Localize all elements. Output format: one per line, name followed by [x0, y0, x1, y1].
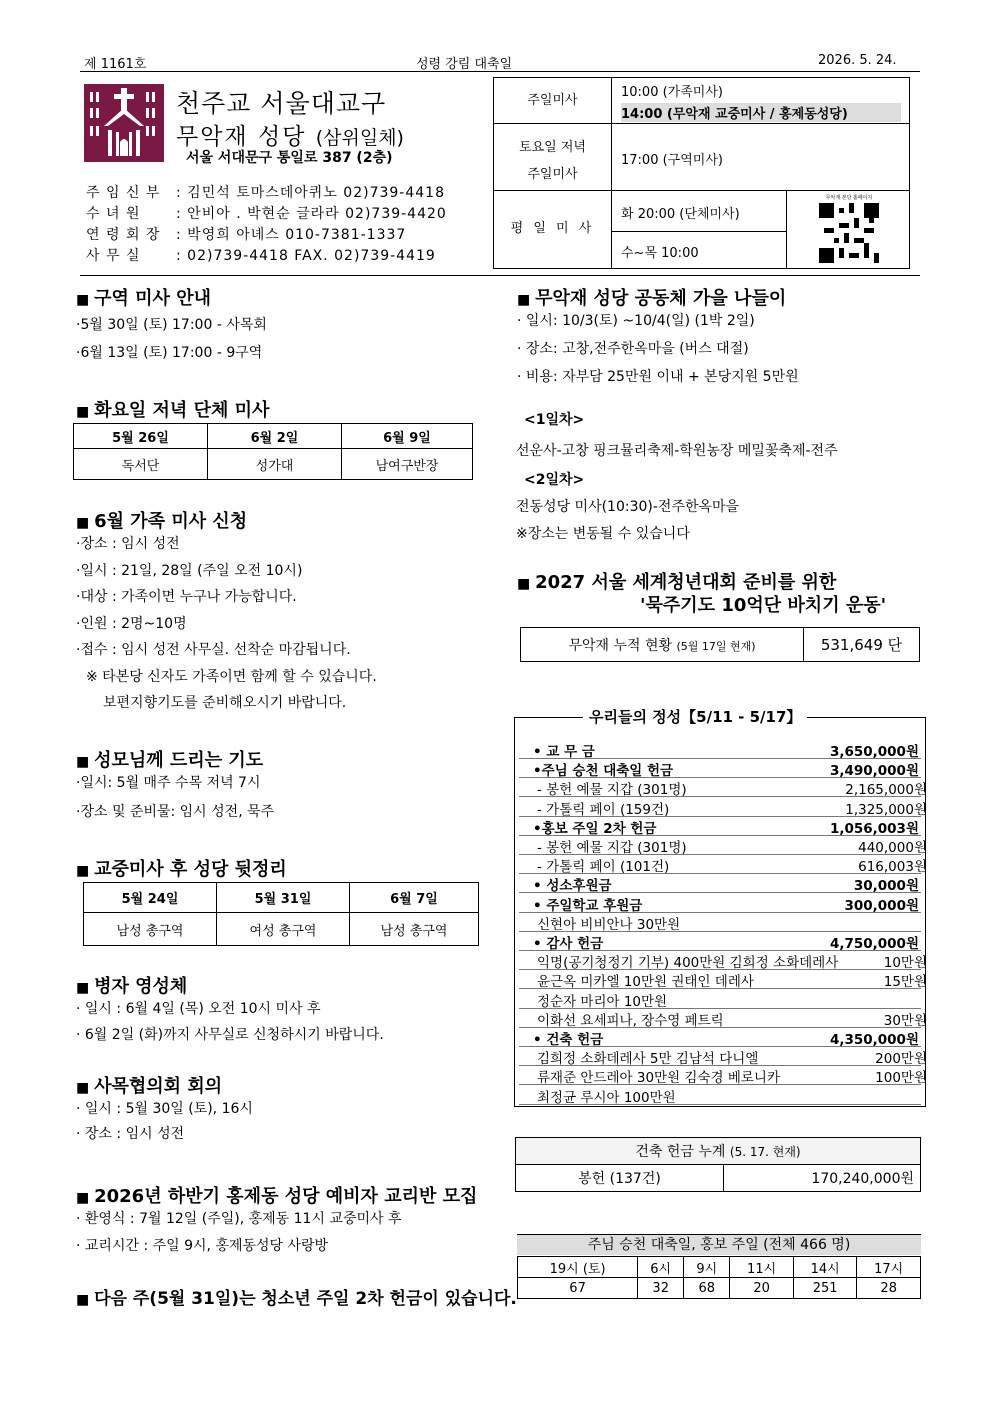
offering-line-amount: 3,650,000원: [829, 744, 919, 760]
offering-line: [537, 798, 933, 818]
offering-line-label: 정순자 마리아 10만원: [537, 993, 668, 1010]
attendance-count: 67: [518, 1278, 638, 1299]
weekday-mass-time-2: 수~목 10:00: [621, 246, 699, 261]
family-mass-item: ·일시 : 21일, 28일 (주일 오전 10시): [76, 563, 303, 579]
weekday-mass-time-1: 화 20:00 (단체미사): [621, 207, 740, 222]
building-fund-label: 봉헌 (137건): [516, 1165, 724, 1192]
offering-line-label: •주님 승천 대축일 헌금: [533, 763, 674, 780]
attendance-count: 68: [684, 1278, 730, 1299]
family-mass-note: 보편지향기도를 준비해오시기 바랍니다.: [103, 695, 347, 711]
offering-line: [537, 1009, 933, 1029]
offering-line-amount: 30만원: [883, 1012, 927, 1029]
outing-day1-label: <1일차>: [524, 412, 585, 428]
offering-line: [533, 759, 929, 779]
offering-line: [537, 970, 933, 990]
family-mass-title: ■ 6월 가족 미사 신청: [76, 507, 247, 533]
saturday-mass-label: 토요일 저녁 주일미사: [494, 124, 612, 191]
offering-line-label: - 봉헌 예물 지갑 (301명): [537, 782, 687, 799]
attendance-time: 17시: [857, 1257, 921, 1278]
outing-item: · 비용: 자부담 25만원 이내 + 본당지원 5만원: [517, 369, 799, 385]
attendance-count: 28: [857, 1278, 921, 1299]
offering-line: [537, 1047, 933, 1067]
offering-line: [533, 817, 929, 837]
council-title: ■ 사목협의회 회의: [76, 1072, 222, 1098]
offering-line: [537, 855, 933, 875]
offering-line-label: - 가톨릭 페이 (159건): [537, 801, 670, 818]
catechumen-item: · 환영식 : 7월 12일 (주일), 홍제동 11시 교중미사 후: [76, 1211, 402, 1227]
offering-line-amount: 4,750,000원: [829, 936, 919, 952]
offering-line: [537, 778, 933, 798]
offering-line: [533, 894, 929, 914]
family-mass-item: ·대상 : 가족이면 누구나 가능합니다.: [76, 589, 297, 605]
offering-line-label: 신현아 비비안나 30만원: [537, 916, 681, 933]
district-mass-title: ■ 구역 미사 안내: [76, 284, 211, 310]
offering-line-amount: 15만원: [883, 974, 927, 991]
council-item: · 장소 : 임시 성전: [76, 1126, 185, 1142]
building-fund-value: 170,240,000원: [724, 1165, 921, 1192]
table-header: 6월 7일: [350, 883, 479, 913]
staff-row: 연 령 회 장 : 박영희 아녜스 010-7381-1337: [86, 227, 407, 243]
offering-line: [537, 913, 933, 933]
outing-title: ■ 무악재 성당 공동체 가을 나들이: [517, 284, 786, 310]
attendance-time: 9시: [684, 1257, 730, 1278]
next-week-notice: ■ 다음 주(5월 31일)는 청소년 주일 2차 헌금이 있습니다.: [76, 1284, 517, 1309]
qr-code-icon[interactable]: [819, 203, 879, 263]
table-cell: 남성 총구역: [84, 913, 217, 946]
catechumen-title: ■ 2026년 하반기 홍제동 성당 예비자 교리반 모집: [76, 1182, 477, 1208]
attendance-time: 19시 (토): [518, 1257, 638, 1278]
table-header: 6월 9일: [342, 424, 473, 449]
family-mass-item: ·접수 : 임시 성전 사무실. 선착순 마감됩니다.: [76, 642, 351, 658]
tuesday-mass-title: ■ 화요일 저녁 단체 미사: [76, 396, 269, 422]
qr-caption: 무악재 본당 홈페이지: [825, 195, 873, 201]
offering-line-label: •홍보 주일 2차 헌금: [533, 820, 657, 837]
attendance-time: 6시: [638, 1257, 684, 1278]
weekday-mass-label: 평 일 미 사: [494, 191, 612, 269]
offering-line-amount: 2,165,000원: [845, 782, 927, 799]
parish-name: 무악재 성당 (삼위일체): [176, 124, 404, 150]
parish-address: 서울 서대문구 통일로 387 (2층): [186, 150, 393, 166]
offering-line: [533, 874, 929, 894]
district-mass-item: ·6월 13일 (토) 17:00 - 9구역: [76, 345, 263, 361]
staff-row: 사 무 실 : 02)739-4418 FAX. 02)739-4419: [86, 248, 436, 264]
offering-line-amount: 1,056,003원: [829, 820, 919, 837]
top-bar: [80, 51, 920, 72]
council-item: · 일시 : 5월 30일 (토), 16시: [76, 1101, 253, 1117]
offering-line-amount: 10만원: [883, 955, 927, 972]
offering-line: [533, 740, 929, 760]
rosary-table: [520, 627, 920, 662]
offering-line-label: • 주일학교 후원금: [533, 897, 643, 914]
attendance-time: 11시: [730, 1257, 794, 1278]
mary-prayer-item: ·일시: 5월 매주 수목 저녁 7시: [76, 775, 261, 791]
table-cell: 성가대: [208, 449, 342, 480]
cleanup-title: ■ 교중미사 후 성당 뒷정리: [76, 855, 287, 881]
offering-separator: [519, 1104, 921, 1105]
staff-row: 주 임 신 부 : 김민석 토마스데아퀴노 02)739-4418: [86, 185, 445, 201]
offering-line: [537, 951, 933, 971]
issue-number: 제 1161호: [84, 57, 147, 72]
offering-line-label: - 가톨릭 페이 (101건): [537, 859, 670, 876]
cleanup-table: [83, 882, 479, 946]
offering-line: [533, 1028, 929, 1048]
offering-line: [533, 932, 929, 952]
offering-line-amount: 1,325,000원: [845, 801, 927, 818]
family-mass-item: ·인원 : 2명~10명: [76, 616, 187, 632]
sunday-mass-label: 주일미사: [494, 78, 612, 123]
offering-line-amount: 30,000원: [853, 878, 919, 895]
family-mass-note: ※ 타본당 신자도 가족이면 함께 할 수 있습니다.: [86, 669, 377, 685]
saturday-mass-time: 17:00 (구역미사): [621, 153, 723, 168]
attendance-count: 32: [638, 1278, 684, 1299]
table-cell: 남성 총구역: [350, 913, 479, 946]
offering-line-amount: 100만원: [875, 1070, 927, 1087]
rosary-title: ■ 2027 서울 세계청년대회 준비를 위한: [517, 568, 836, 594]
attendance-table: [517, 1256, 921, 1299]
offering-line-label: • 교 무 금: [533, 744, 595, 760]
outing-day1-desc: 선운사-고창 핑크뮬리축제-학원농장 메밀꽃축제-전주: [516, 443, 838, 459]
offering-line-amount: 3,490,000원: [829, 763, 919, 780]
offering-line-label: 김희정 소화데레사 5만 김남석 다니엘: [537, 1051, 759, 1068]
table-header: 5월 26일: [74, 424, 208, 449]
outing-note: ※장소는 변동될 수 있습니다: [516, 526, 690, 542]
district-mass-item: ·5월 30일 (토) 17:00 - 사목회: [76, 317, 267, 333]
table-cell: 남여구반장: [342, 449, 473, 480]
table-header: 6월 2일: [208, 424, 342, 449]
outing-item: · 일시: 10/3(토) ~10/4(일) (1박 2일): [517, 313, 755, 329]
sunday-mass-time-1: 10:00 (가족미사): [621, 85, 723, 100]
attendance-count: 20: [730, 1278, 794, 1299]
table-cell: 여성 총구역: [217, 913, 350, 946]
offering-line-label: 최정균 루시아 100만원: [537, 1089, 676, 1106]
outing-day2-label: <2일차>: [524, 472, 585, 488]
offering-line-amount: 200만원: [875, 1051, 927, 1068]
cathedral-logo-icon: [84, 84, 164, 162]
offering-line-label: 이화선 요세피나, 장수영 페트릭: [537, 1012, 724, 1029]
offering-line-amount: 4,350,000원: [829, 1032, 919, 1048]
attendance-count: 251: [793, 1278, 857, 1299]
outing-item: · 장소: 고창,전주한옥마을 (버스 대절): [517, 341, 749, 357]
header-divider: [80, 275, 920, 276]
offering-line-label: 류재준 안드레아 30만원 김숙경 베로니카: [537, 1070, 780, 1087]
rosary-value: 531,649 단: [804, 628, 920, 662]
offering-line-label: • 감사 헌금: [533, 936, 604, 952]
offering-line-amount: 300,000원: [844, 897, 919, 914]
attendance-title: 주님 승천 대축일, 홍보 주일 (전체 466 명): [517, 1234, 921, 1255]
rosary-subtitle: '묵주기도 10억단 바치기 운동': [640, 595, 887, 616]
table-cell: 독서단: [74, 449, 208, 480]
offering-line-label: • 건축 헌금: [533, 1032, 604, 1048]
staff-row: 수 녀 원 : 안비아 . 박현순 글라라 02)739-4420: [86, 206, 447, 222]
tuesday-mass-table: [73, 423, 473, 480]
offering-line: [537, 1086, 933, 1106]
offering-box: [514, 708, 927, 1107]
offering-line: [537, 990, 933, 1010]
offering-line-amount: 440,000원: [858, 840, 927, 856]
sick-communion-item: · 일시 : 6월 4일 (목) 오전 10시 미사 후: [76, 1001, 321, 1017]
family-mass-item: ·장소 : 임시 성전: [76, 536, 180, 552]
mary-prayer-item: ·장소 및 준비물: 임시 성전, 묵주: [76, 804, 275, 820]
parish-title: 천주교 서울대교구: [176, 89, 387, 118]
building-fund-table: [515, 1137, 921, 1192]
offering-title: 우리들의 정성【5/11 - 5/17】: [583, 706, 807, 727]
offering-line-label: 익명(공기청정기 기부) 400만원 김희정 소화데레사: [537, 955, 839, 972]
feast-name: 성령 강림 대축일: [416, 57, 513, 72]
bulletin-date: 2026. 5. 24.: [818, 53, 897, 68]
offering-line-label: - 봉헌 예물 지갑 (301명): [537, 840, 687, 856]
outing-day2-desc: 전동성당 미사(10:30)-전주한옥마을: [516, 499, 740, 515]
offering-line-label: 윤근옥 미카엘 10만원 권태인 데레사: [537, 974, 754, 991]
table-header: 5월 24일: [84, 883, 217, 913]
parish-patron: (삼위일체): [315, 127, 404, 149]
offering-line: [537, 1066, 933, 1086]
mass-schedule: [493, 77, 910, 269]
offering-line-amount: 616,003원: [858, 859, 927, 876]
offering-line: [537, 836, 933, 856]
sick-communion-item: · 6월 2일 (화)까지 사무실로 신청하시기 바랍니다.: [76, 1027, 384, 1043]
attendance-time: 14시: [793, 1257, 857, 1278]
mary-prayer-title: ■ 성모님께 드리는 기도: [76, 746, 263, 772]
catechumen-item: · 교리시간 : 주일 9시, 홍제동성당 사랑방: [76, 1238, 329, 1254]
sunday-mass-time-2: 14:00 (무악재 교중미사 / 홍제동성당): [621, 103, 901, 122]
offering-line-label: • 성소후원금: [533, 878, 612, 895]
sick-communion-title: ■ 병자 영성체: [76, 972, 187, 998]
rosary-label: 무악재 누적 현황 (5월 17일 현재): [521, 628, 804, 662]
building-fund-title: 건축 헌금 누계 (5. 17. 현재): [516, 1138, 921, 1165]
table-header: 5월 31일: [217, 883, 350, 913]
